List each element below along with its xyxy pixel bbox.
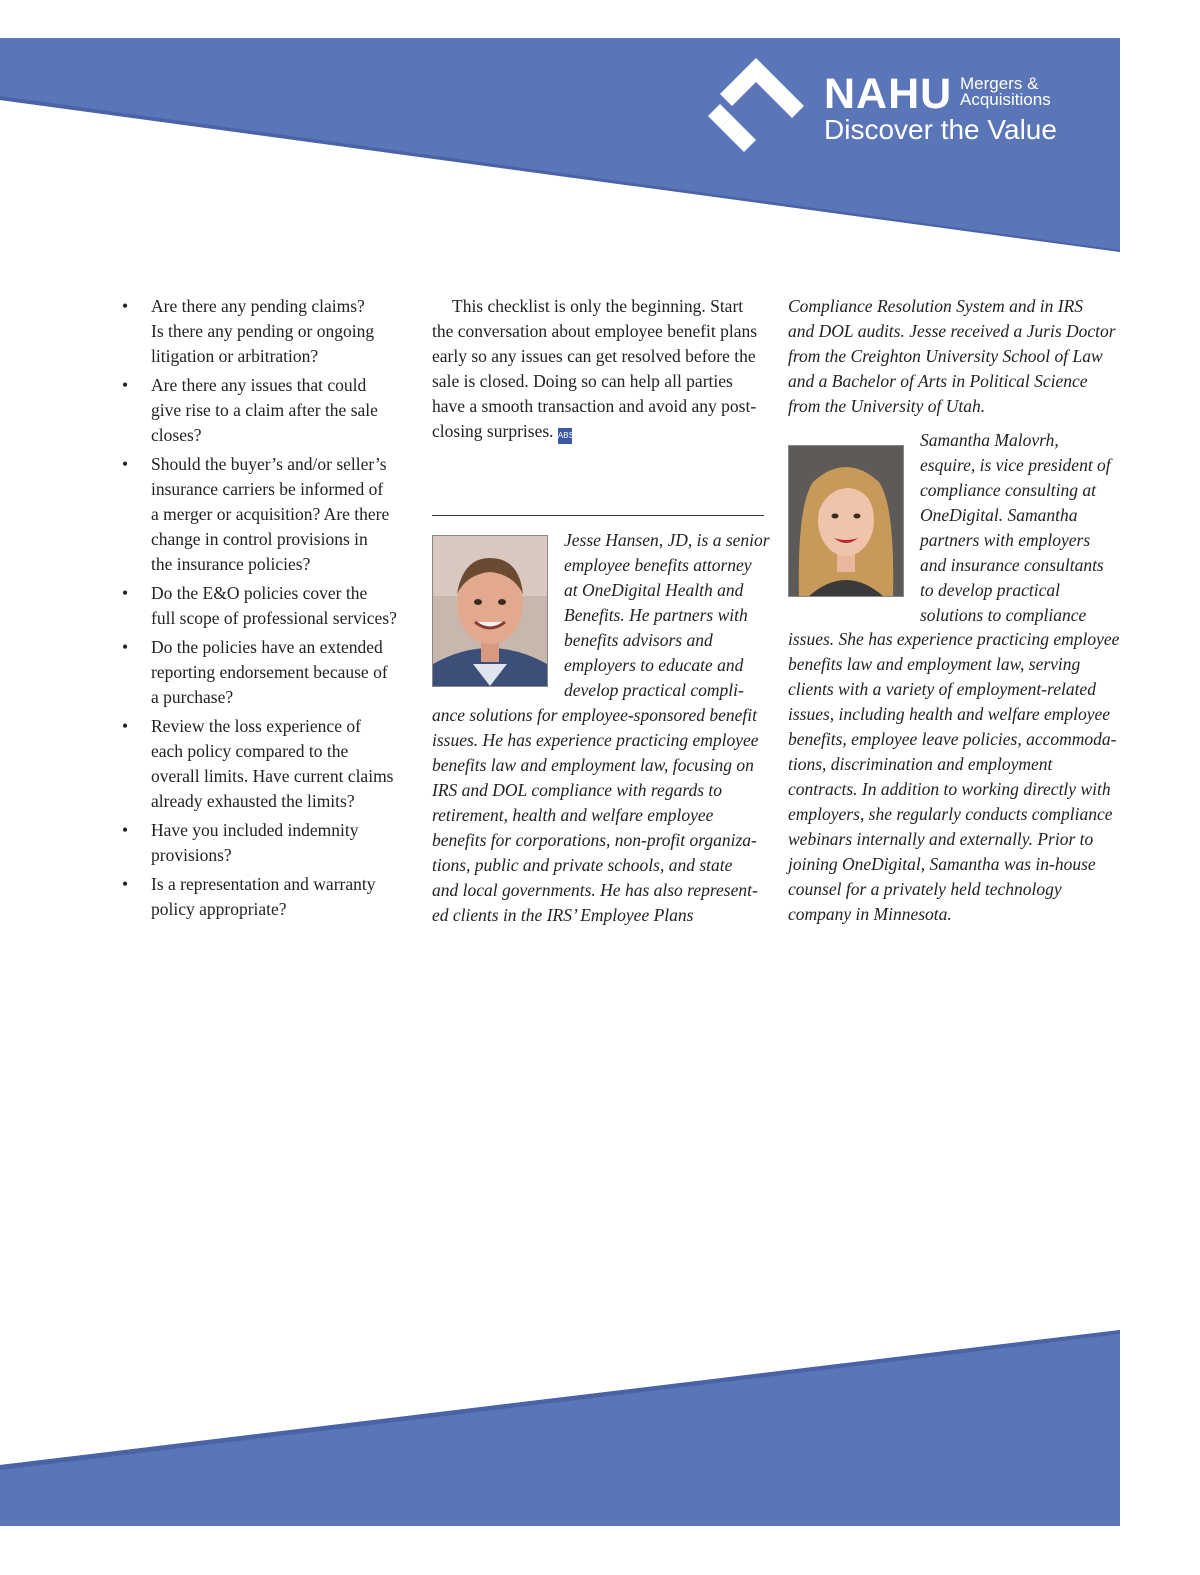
section-divider: [432, 515, 764, 516]
checklist-line: Is a representation and warranty: [151, 874, 376, 894]
bio-line: and DOL audits. Jesse received a Juris Doctor: [788, 321, 1116, 341]
bio-line: benefits law and employment law, focusing on: [432, 755, 754, 775]
checklist-item: [122, 294, 412, 369]
bio-line: Jesse Hansen, JD, is a senior: [564, 530, 770, 550]
checklist-line: a purchase?: [151, 687, 234, 707]
bio-line: joining OneDigital, Samantha was in-house: [788, 854, 1096, 874]
jesse-bio-continued: [788, 294, 1116, 419]
bio-line: compliance consulting at: [920, 480, 1096, 500]
bio-line: issues. He has experience practicing employee: [432, 730, 759, 750]
bio-line: contracts. In addition to working directly with: [788, 779, 1111, 799]
nahu-logo: [706, 56, 1066, 156]
checklist-line: each policy compared to the: [151, 741, 349, 761]
bio-line: Samantha Malovrh,: [920, 430, 1059, 450]
checklist-item: [122, 635, 412, 710]
bio-line: employers, she regularly conducts compliance: [788, 804, 1113, 824]
checklist-line: full scope of professional services?: [151, 608, 397, 628]
bullet-icon: •: [122, 583, 129, 603]
checklist-line: the insurance policies?: [151, 554, 311, 574]
bio-line: tions, public and private schools, and state: [432, 855, 733, 875]
footer-separator: |: [1034, 1530, 1041, 1549]
jesse-hansen-photo: [432, 535, 548, 687]
samantha-malovrh-photo: [788, 445, 904, 597]
bio-line: IRS and DOL compliance with regards to: [432, 780, 723, 800]
checklist-line: Are there any pending claims?: [151, 296, 365, 316]
samantha-bio-below-photo: [788, 627, 1119, 927]
jesse-bio-beside-photo: [564, 528, 770, 703]
abs-end-mark-icon: ABS: [558, 428, 572, 444]
bio-line: webinars internally and externally. Prior to: [788, 829, 1094, 849]
samantha-bio-beside-photo: [920, 428, 1111, 628]
checklist-item: [122, 373, 412, 448]
bio-line: and a Bachelor of Arts in Political Science: [788, 371, 1088, 391]
bio-line: from the University of Utah.: [788, 396, 986, 416]
checklist-column: [122, 294, 412, 926]
bullet-icon: •: [122, 375, 129, 395]
bio-line: ed clients in the IRS’ Employee Plans: [432, 905, 694, 925]
bio-line: partners with employers: [920, 530, 1091, 550]
checklist-line: reporting endorsement because of: [151, 662, 388, 682]
logo-subtitle: Mergers & Acquisitions: [960, 74, 1051, 109]
page-footer: [700, 1530, 1118, 1550]
checklist-line: policy appropriate?: [151, 899, 287, 919]
bullet-icon: •: [122, 874, 129, 894]
bio-line: retirement, health and welfare employee: [432, 805, 714, 825]
bio-line: to develop practical: [920, 580, 1060, 600]
bio-line: benefits, employee leave policies, accommoda-: [788, 729, 1117, 749]
bio-line: counsel for a privately held technology: [788, 879, 1062, 899]
bio-line: tions, discrimination and employment: [788, 754, 1053, 774]
bio-line: employers to educate and: [564, 655, 744, 675]
bio-line: esquire, is vice president of: [920, 455, 1111, 475]
bio-line: issues. She has experience practicing employee: [788, 629, 1120, 649]
checklist-line: Do the E&O policies cover the: [151, 583, 368, 603]
footer-site: benefitspecialistmagazine.com: [764, 1530, 1025, 1549]
checklist-item: [122, 818, 412, 868]
nahu-diamond-icon: [706, 56, 806, 156]
checklist-line: Have you included indemnity: [151, 820, 359, 840]
bullet-icon: •: [122, 296, 129, 316]
closing-column: [432, 294, 764, 444]
bio-line: benefits advisors and: [564, 630, 713, 650]
bio-line: and insurance consultants: [920, 555, 1104, 575]
bullet-icon: •: [122, 454, 129, 474]
checklist-line: Do the policies have an extended: [151, 637, 383, 657]
bio-line: ance solutions for employee-sponsored benefit: [432, 705, 757, 725]
bio-line: Benefits. He partners with: [564, 605, 748, 625]
checklist-line: Should the buyer’s and/or seller’s: [151, 454, 387, 474]
bio-line: solutions to compliance: [920, 605, 1087, 625]
bullet-icon: •: [122, 637, 129, 657]
bio-line: company in Minnesota.: [788, 904, 952, 924]
bio-line: benefits for corporations, non-profit organiza-: [432, 830, 757, 850]
bio-line: Compliance Resolution System and in IRS: [788, 296, 1084, 316]
jesse-bio-below-photo: [432, 703, 759, 928]
checklist-item: [122, 872, 412, 922]
checklist: [122, 294, 412, 922]
bio-line: at OneDigital Health and: [564, 580, 744, 600]
checklist-line: litigation or arbitration?: [151, 346, 319, 366]
footer-magazine: ABS: [1050, 1530, 1088, 1549]
checklist-line: closes?: [151, 425, 202, 445]
bio-line: clients with a variety of employment-related: [788, 679, 1096, 699]
bullet-icon: •: [122, 716, 129, 736]
bio-line: OneDigital. Samantha: [920, 505, 1078, 525]
checklist-line: already exhausted the limits?: [151, 791, 355, 811]
checklist-line: Are there any issues that could: [151, 375, 367, 395]
checklist-line: a merger or acquisition? Are there: [151, 504, 390, 524]
bio-line: develop practical compli-: [564, 680, 744, 700]
logo-tagline: Discover the Value: [824, 114, 1057, 145]
bio-line: benefits law and employment law, serving: [788, 654, 1081, 674]
checklist-line: change in control provisions in: [151, 529, 368, 549]
checklist-item: [122, 452, 412, 577]
closing-paragraph: This checklist is only the beginning. Start the conversation about employee benefit plans early so any issues can get resolved before the sale is closed. Doing so can help all parties have a smooth transaction and avoid any post-closing surprises. ABS: [432, 294, 764, 444]
bio-line: from the Creighton University School of Law: [788, 346, 1103, 366]
checklist-line: give rise to a claim after the sale: [151, 400, 378, 420]
checklist-item: [122, 581, 412, 631]
checklist-line: overall limits. Have current claims: [151, 766, 394, 786]
checklist-line: Review the loss experience of: [151, 716, 361, 736]
bio-line: and local governments. He has also represent-: [432, 880, 758, 900]
checklist-line: Is there any pending or ongoing: [151, 321, 375, 341]
checklist-item: [122, 714, 412, 814]
checklist-line: provisions?: [151, 845, 232, 865]
page-number: 19: [1099, 1530, 1118, 1549]
bio-line: issues, including health and welfare employee: [788, 704, 1111, 724]
bullet-icon: •: [122, 820, 129, 840]
bio-line: employee benefits attorney: [564, 555, 752, 575]
logo-brand: NAHU: [824, 70, 953, 118]
checklist-line: insurance carriers be informed of: [151, 479, 384, 499]
